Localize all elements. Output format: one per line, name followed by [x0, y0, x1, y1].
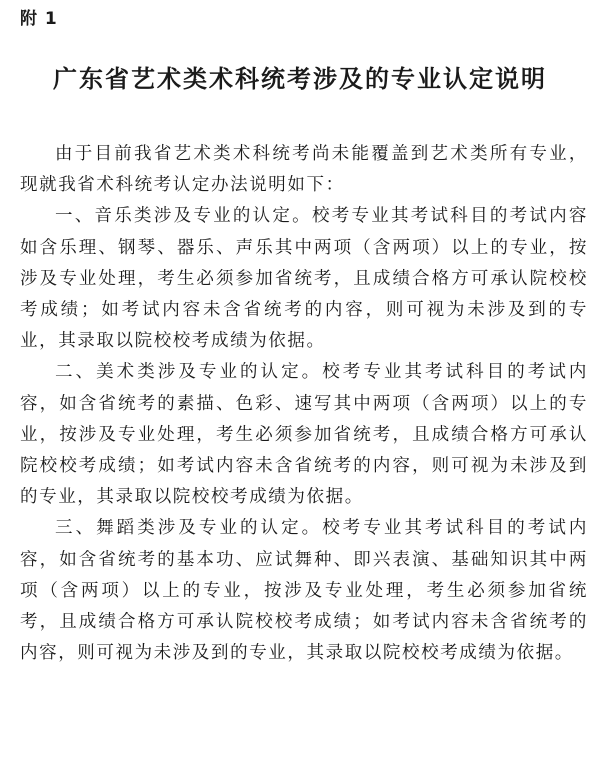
document-body — [20, 139, 588, 669]
fine-arts-paragraph: 二、美术类涉及专业的认定。校考专业其考试科目的考试内容，如含省统考的素描、色彩、速写其中两项（含两项）以上的专业，按涉及专业处理，考生必须参加省统考，且成绩合格方可承认院校校考成绩；如考试内容未含省统考的内容，则可视为未涉及到的专业，其录取以院校校考成绩为依据。 — [20, 362, 588, 508]
document-title: 广东省艺术类术科统考涉及的专业认定说明 — [53, 65, 547, 93]
intro-paragraph: 由于目前我省艺术类术科统考尚未能覆盖到艺术类所有专业，现就我省术科统考认定办法说明如下： — [20, 144, 588, 196]
attachment-label: 附 1 — [20, 9, 58, 29]
dance-paragraph: 三、舞蹈类涉及专业的认定。校考专业其考试科目的考试内容，如含省统考的基本功、应试舞种、即兴表演、基础知识其中两项（含两项）以上的专业，按涉及专业处理，考生必须参加省统考，且成绩合格方可承认院校校考成绩；如考试内容未含省统考的内容，则可视为未涉及到的专业，其录取以院校校考成绩为依据。 — [20, 518, 588, 664]
music-paragraph: 一、音乐类涉及专业的认定。校考专业其考试科目的考试内容如含乐理、钢琴、器乐、声乐其中两项（含两项）以上的专业，按涉及专业处理，考生必须参加省统考，且成绩合格方可承认院校校考成绩；如考试内容未含省统考的内容，则可视为未涉及到的专业，其录取以院校校考成绩为依据。 — [20, 206, 588, 352]
